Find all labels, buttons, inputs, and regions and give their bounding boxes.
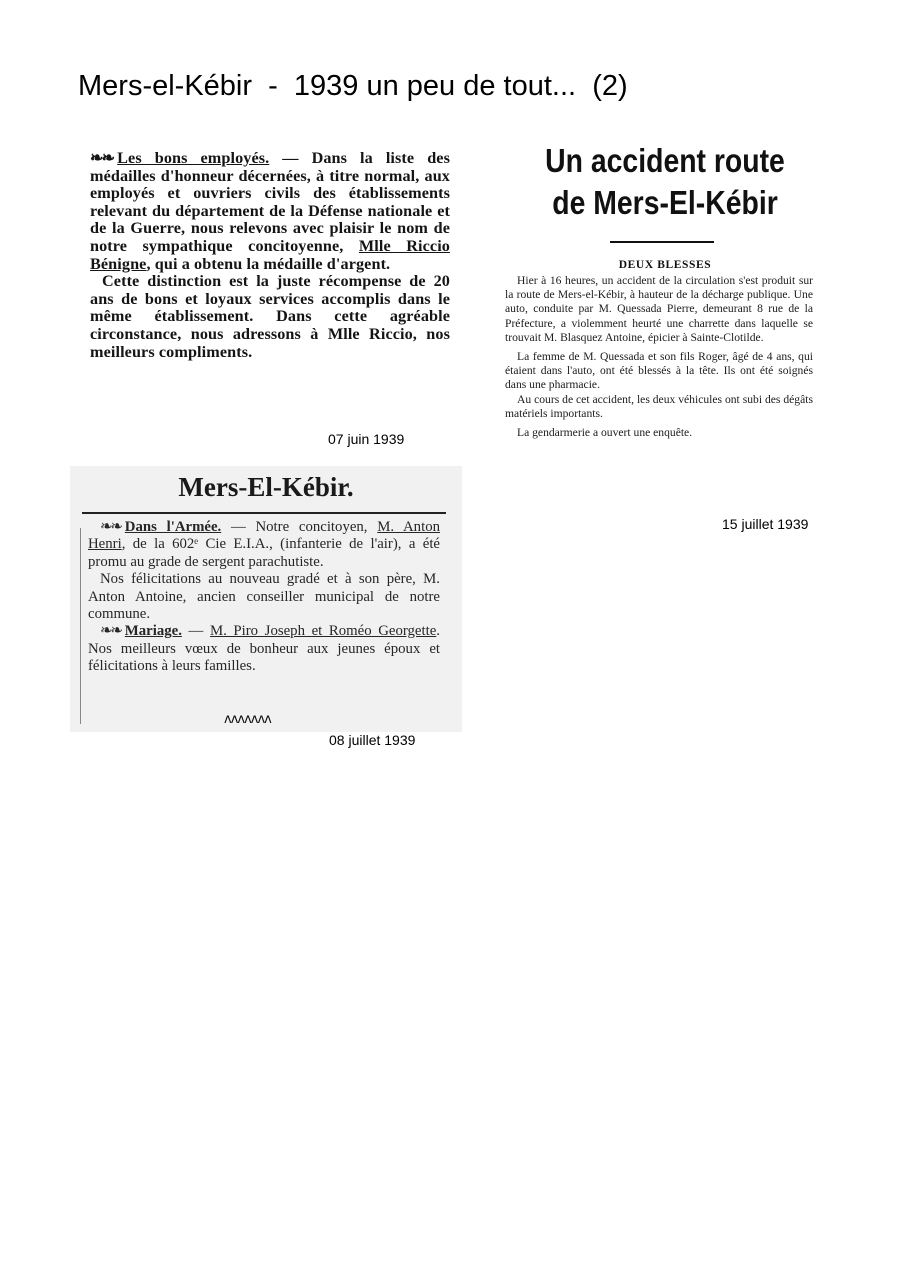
page-title: Mers-el-Kébir - 1939 un peu de tout... (2) [78,70,628,102]
clip2-section2-names: M. Piro Joseph et Roméo Georgette [209,623,437,640]
clip2-section2-dash: — [181,623,210,640]
end-ornament-icon: ʌʌʌʌʌʌʌ [224,712,271,727]
clip2-divider [82,512,446,514]
fleuron-ornament-icon: ❧❧ [90,149,114,167]
clip2-margin-line [80,528,81,724]
clip1-date: 07 juin 1939 [328,431,405,447]
clip3-subheading: DEUX BLESSES [618,259,712,271]
clip3-date: 15 juillet 1939 [722,516,809,532]
clip2-paragraph-3 [88,623,440,675]
clip3-headline-line-1: Un accident route [545,142,785,179]
clip2-section1-text: — Notre concitoyen, [221,519,378,535]
clipping-armee [88,519,440,676]
clipping-bons-employes [90,150,450,361]
clip1-paragraph-2: Cette distinction est la juste récompense de 20 ans de bons et loyaux services accomplis dans le même établissement. Dans cette agréable circonstance, nous adressons à Mlle Riccio, nos meilleurs compliments. [90,272,450,361]
clip2-date: 08 juillet 1939 [329,732,416,748]
clip1-text-end: , qui a obtenu la médaille d'argent. [146,254,391,273]
clip2-section2-title: Mariage. [124,623,182,640]
clip3-paragraph-3: Au cours de cet accident, les deux véhicules ont subi des dégâts matériels importants. [505,392,813,420]
clip2-section1-name: M. Anton Henri [88,519,440,553]
clip2-heading: Mers-El-Kébir. [178,472,354,502]
clip1-heading: Les bons employés. [117,149,270,167]
clip3-headline-line-2: de Mers-El-Kébir [552,184,778,221]
clip3-paragraph-1: Hier à 16 heures, un accident de la circulation s'est produit sur la route de Mers-el-Kébir, à hauteur de la décharge publique. Une auto, conduite par M. Quessada Pierre, demeurant 8 rue de la Préfecture, a violemment heurté une charrette dans laquelle se trouvait M. Blasquez Antoine, épicier à Sainte-Clotilde. [505,274,813,344]
clip3-headline [523,140,807,224]
clip3-paragraph-4: La gendarmerie a ouvert une enquête. [517,426,693,440]
clip2-paragraph-1 [88,519,440,571]
clip3-divider [610,241,714,243]
clip1-name: Mlle Riccio Bénigne [90,236,450,273]
clip3-paragraph-2: La femme de M. Quessada et son fils Roger, âgé de 4 ans, qui étaient dans l'auto, ont été blessés à la tête. Ils ont été soignés dans une pharmacie. [505,350,813,392]
clip2-paragraph-2: Nos félicitations au nouveau gradé et à son père, M. Anton Antoine, ancien conseiller municipal de notre commune. [88,571,440,623]
clip1-paragraph-1 [90,150,450,273]
clip2-section1-title: Dans l'Armée. [124,519,222,535]
fleuron-ornament-icon: ❧❧ [100,519,121,535]
clip2-section2-rest: . Nos meilleurs vœux de bonheur aux jeunes époux et félicitations à leurs familles. [88,623,440,675]
clipping-accident [505,274,813,440]
fleuron-ornament-icon: ❧❧ [100,623,121,640]
clip2-section1-rest: , de la 602ᵉ Cie E.I.A., (infanterie de l'air), a été promu au grade de sergent parachutiste. [88,536,440,570]
clip1-text: — Dans la liste des médailles d'honneur décernées, à titre normal, aux employés et ouvriers civils des établissements relevant du département de la Défense nationale et de la Guerre, nous relevons avec plaisir le nom de notre sympathique concitoyenne, [90,149,450,255]
